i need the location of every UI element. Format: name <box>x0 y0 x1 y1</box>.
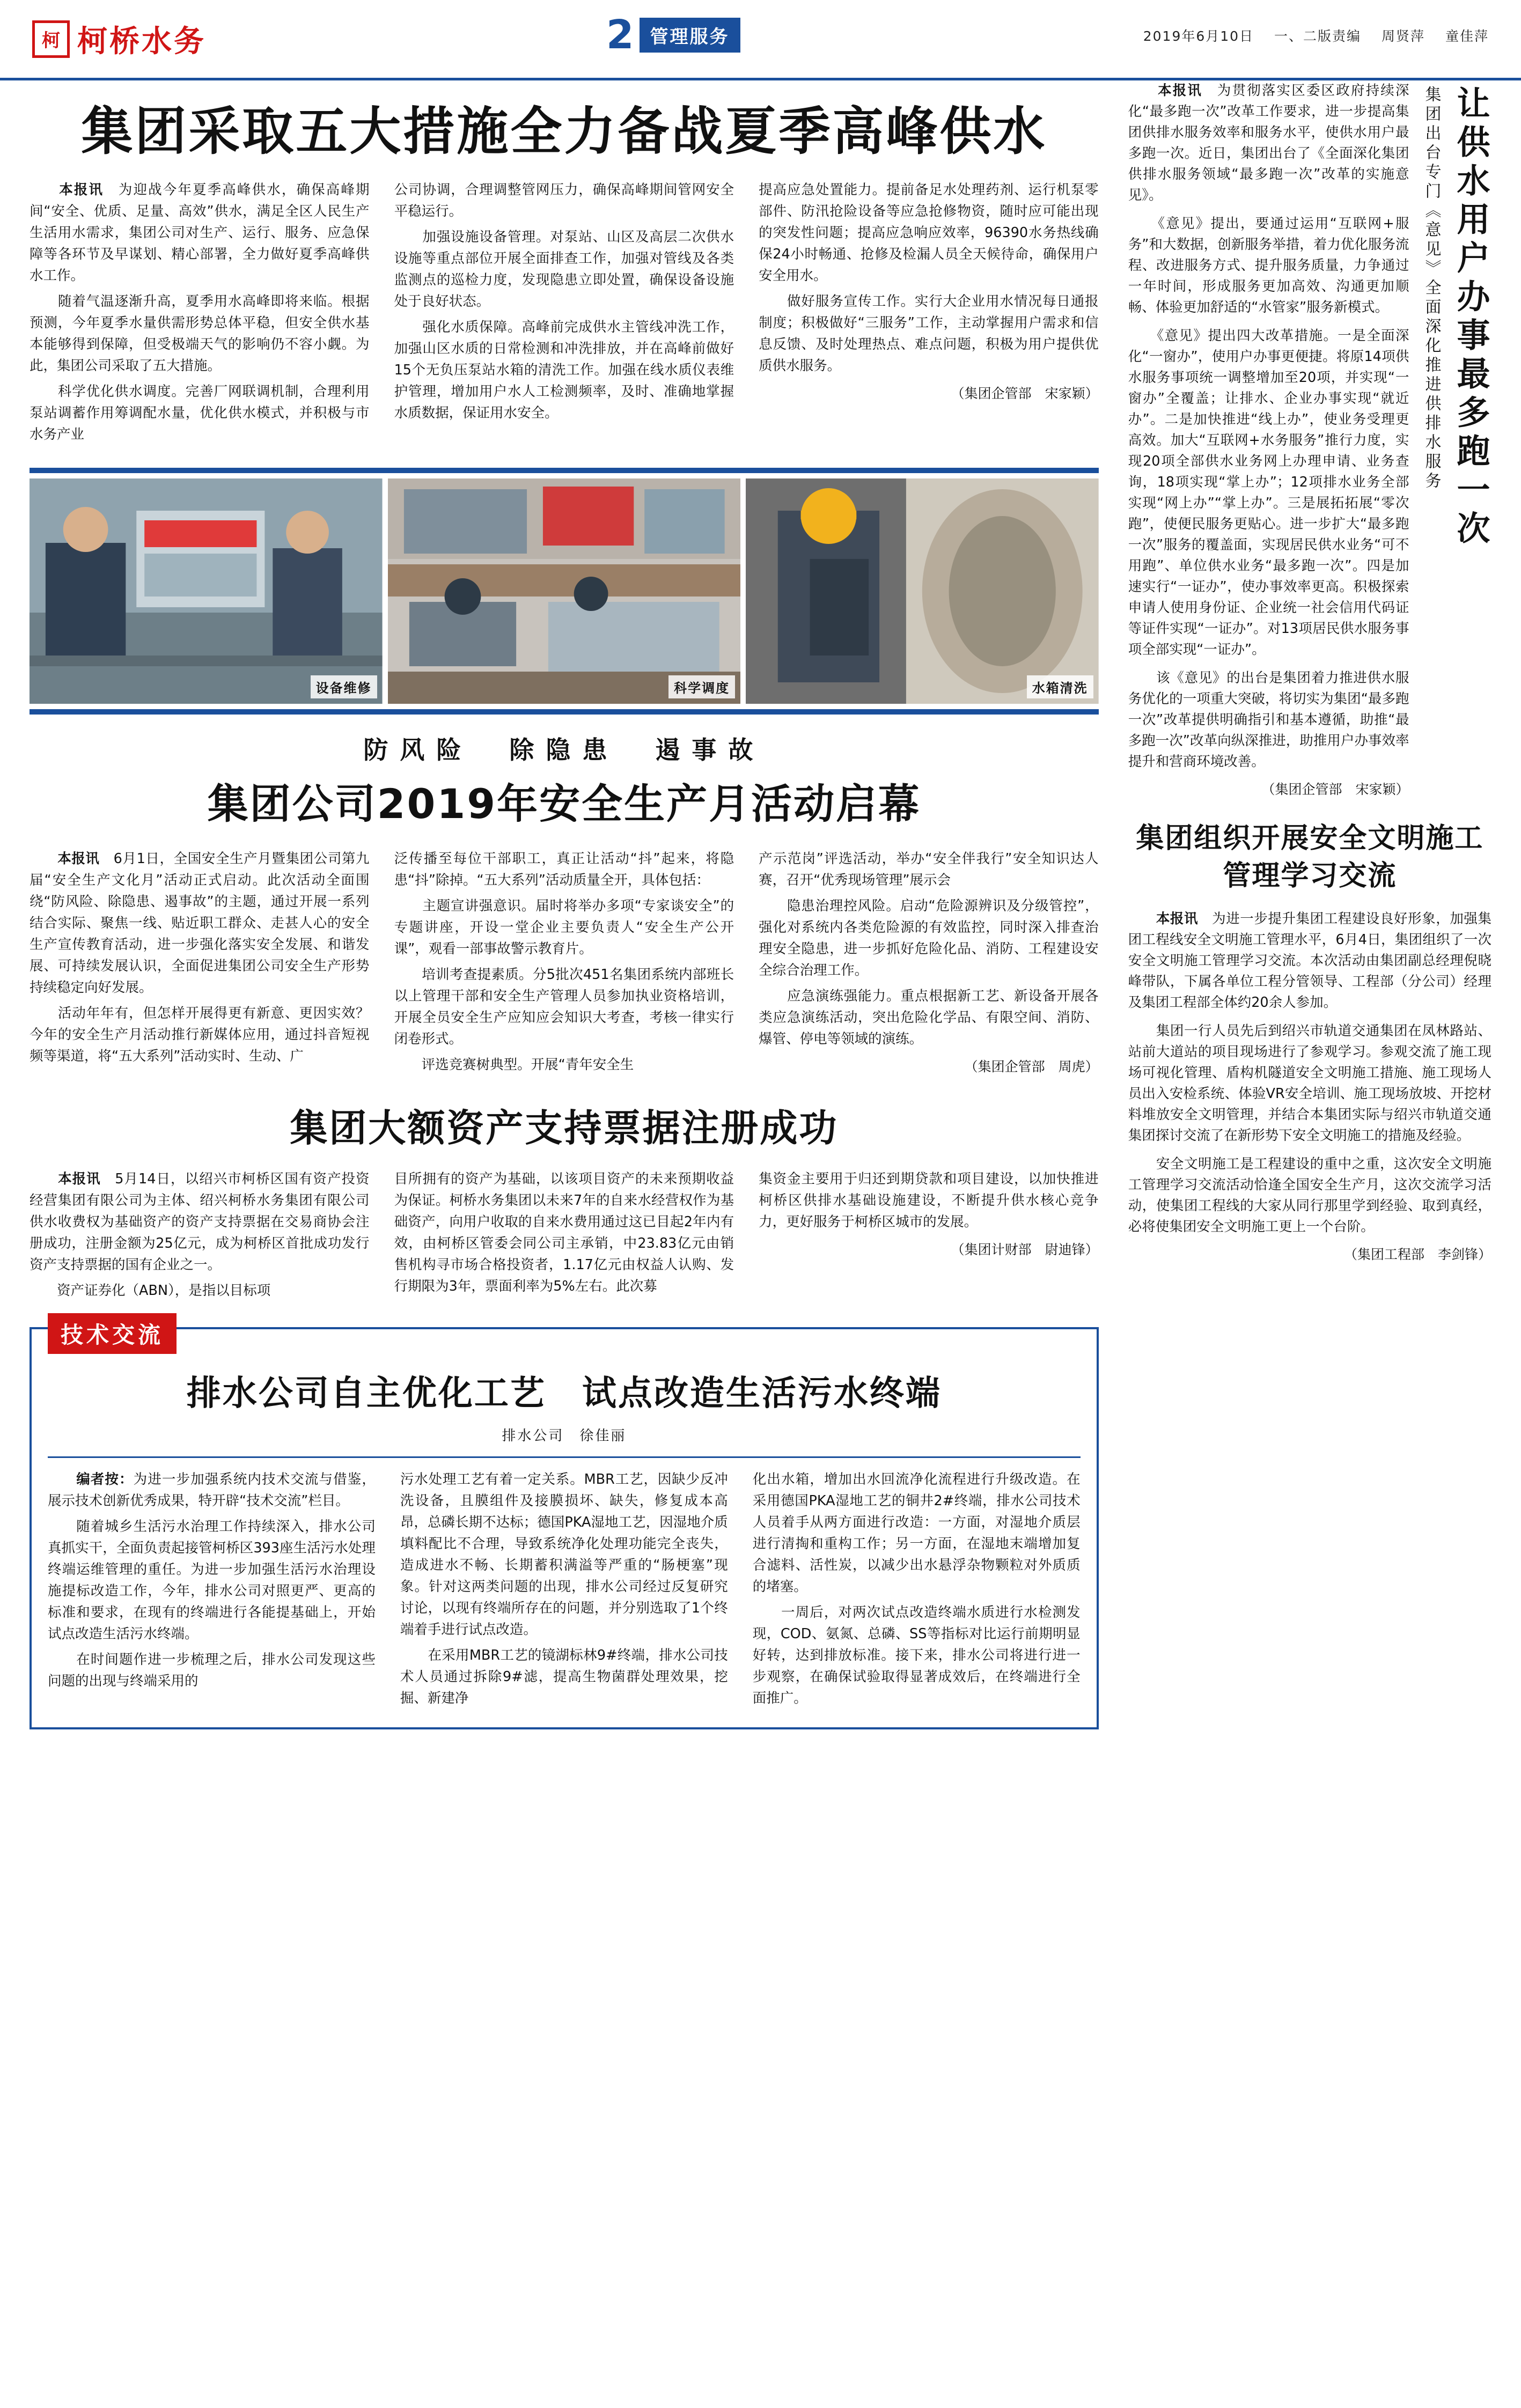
logo-seal-icon: 柯 <box>32 20 70 58</box>
right-column-zone <box>1128 80 1491 1729</box>
photo-strip <box>30 468 1099 715</box>
photo-caption-3: 水箱清洗 <box>1027 675 1093 698</box>
photo-tank-cleaning-image <box>746 478 1099 704</box>
photo-scheduling-image <box>388 478 741 704</box>
right-feature-byline: （集团企管部 宋家颖） <box>1261 782 1409 797</box>
photo-equipment-repair <box>30 478 383 704</box>
article1-col-3-text: 提高应急处置能力。提前备足水处理药剂、运行机泵零部件、防汛抢险设备等应急抢修物资，随时应可能出现的突发性问题；提高应急响应效率，96390水务热线确保24小时畅通、抢修及检漏人员全天候待命，确保用户安全用水。 做好服务宣传工作。实行大企业用水情况每日通报制度；积极做好“三服务”工作，主动掌握用户需求和信息反馈、及时处理热点、难点问题，积极为用户提供优质供水服务。 <box>759 182 1099 374</box>
photo-tank-cleaning <box>746 478 1099 704</box>
section-tag: 管理服务 <box>640 18 740 53</box>
editor-1: 周贤萍 <box>1382 28 1426 44</box>
right-feature-vertical-main: 让供水用户办事最多跑一次 <box>1451 86 1490 549</box>
article1-byline: （集团企管部 宋家颖） <box>951 386 1099 402</box>
page-body <box>0 80 1521 1729</box>
techbox-col-1: 编者按：为进一步加强系统内技术交流与借鉴，展示技术创新优秀成果，特开辟“技术交流”栏目。 随着城乡生活污水治理工作持续深入，排水公司真抓实干，全面负责起接管柯桥区393座生活污水处理终端运维管理的重任。为进一步加强生活污水治理设施提标改造工作，今年，排水公司对照更严、更高的标准和要求，在现有的终端进行各能提基础上，开始试点改造生活污水终端。 在时间题作进一步梳理之后，排水公司发现这些问题的出现与终端采用的 <box>48 1471 376 1690</box>
article2-byline: （集团企管部 周虎） <box>964 1059 1099 1075</box>
article1-col-1: 本报讯 为迎战今年夏季高峰供水，确保高峰期间“安全、优质、足量、高效”供水，满足全区人民生产生活用水需求，集团公司对生产、运行、服务、应急保障等各环节及早谋划、精心部署，全力做好夏季高峰供水工作。 随着气温逐渐升高，夏季用水高峰即将来临。根据预测，今年夏季水量供需形势总体平稳，但安全供水基本能够得到保障，但受极端天气的影响仍不容小觑。为此，集团公司采取了五大措施。 科学优化供水调度。完善厂网联调机制，合理利用泵站调蓄作用筹调配水量，优化供水模式，并积极与市水务产业 <box>30 182 370 443</box>
article2-headline: 集团公司2019年安全生产月活动启幕 <box>207 780 921 828</box>
article2-columns <box>30 848 1099 1080</box>
article-asset-notes <box>30 1098 1099 1306</box>
article3-col-2: 目所拥有的资产为基础，以该项目资产的未来预期收益为保证。柯桥水务集团以未来7年的自来水经营权作为基础资产，向用户收取的自来水费用通过这已目起2年内有效，由柯桥区管委会同公司主承销，中23.83亿元由销售机构寻市场合格投资者，1.17亿元由权益人认购、发行期限为3年，票面利率为5%左右。此次募 <box>394 1171 734 1295</box>
techbox-col-3: 化出水箱，增加出水回流净化流程进行升级改造。在采用德国PKA湿地工艺的铜井2#终端，排水公司技术人员着手从两方面进行改造：一方面，对湿地介质层进行清掏和重构工作；另一方面，在湿地末端增加复合滤料、活性炭，以减少出水悬浮杂物颗粒对外质质的堵塞。 一周后，对两次试点改造终端水质进行水检测发现，COD、氨氮、总磷、SS等指标对比运行前期明显好转，达到排放标准。接下来，排水公司将进行进一步观察，在确保试验取得显著成效后，在终端进行全面推广。 <box>752 1471 1081 1707</box>
right-feature-block <box>1128 80 1491 798</box>
right-article2-headline: 集团组织开展安全文明施工管理学习交流 <box>1136 822 1484 893</box>
article-safety-month <box>30 731 1099 1080</box>
photo-caption-1: 设备维修 <box>311 675 377 698</box>
article3-col-3-text: 集资金主要用于归还到期贷款和项目建设，以加快推进柯桥区供排水基础设施建设，不断提升供水核心竞争力，更好服务于柯桥区城市的发展。 <box>759 1171 1099 1231</box>
left-column-zone <box>30 80 1099 1729</box>
issue-info <box>1128 26 1489 45</box>
article3-col-3 <box>759 1168 1099 1306</box>
article2-col-3 <box>759 848 1099 1080</box>
techbox-divider <box>48 1456 1081 1458</box>
article2-kicker: 防风险 除隐患 遏事故 <box>363 735 765 765</box>
right-article2-p3: 安全文明施工是工程建设的重中之重，这次安全文明施工管理学习交流活动恰逢全国安全生产月，这次交流学习活动，使集团工程线的大家从同行那里学到经验、取到真经，必将使集团安全文明施工更上一个台阶。 <box>1128 1156 1491 1235</box>
article3-col-1: 本报讯 5月14日，以绍兴市柯桥区国有资产投资经营集团有限公司为主体、绍兴柯桥水务集团有限公司供水收费权为基础资产的资产支持票据在交易商协会注册成功，注册金额为25亿元，成为柯桥区首批成功发行资产支持票据的国有企业之一。 资产证券化（ABN），是指以目标项 <box>30 1171 370 1299</box>
article1-columns <box>30 179 1099 450</box>
article2-col-2: 泛传播至每位干部职工，真正让活动“抖”起来，将隐患“抖”除掉。“五大系列”活动质量全开，具体包括： 主题宣讲强意识。届时将举办多项“专家谈安全”的专题讲座，开设一堂企业主要负责人“安全生产公开课”，观看一部事故警示教育片。 培训考查提素质。分5批次451名集团系统内部班长以上管理干部和安全生产管理人员参加执业资格培训，开展全员安全生产应知应会知识大考查，考核一律实行闭卷形式。 评选竞赛树典型。开展“青年安全生 <box>394 851 734 1073</box>
photo-equipment-repair-image <box>30 478 383 704</box>
article2-col-3-text: 产示范岗”评选活动，举办“安全伴我行”安全知识达人赛，召开“优秀现场管理”展示会 隐患治理控风险。启动“危险源辨识及分级管控”，强化对系统内各类危险源的有效监控，同时深入排查治理安全隐患，进一步抓好危险化品、消防、工程建设安全综合治理工作。 应急演练强能力。重点根据新工艺、新设备开展各类应急演练活动，突出危险化学品、有限空间、消防、爆管、停电等领域的演练。 <box>759 851 1099 1048</box>
masthead <box>0 0 1521 80</box>
article1-col-2: 公司协调，合理调整管网压力，确保高峰期间管网安全平稳运行。 加强设施设备管理。对泵站、山区及高层二次供水设施等重点部位开展全面排查工作，加强对管线及各类监测点的巡检力度，发现隐患立即处置，确保设备设施处于良好状态。 强化水质保障。高峰前完成供水主管线冲洗工作，加强山区水质的日常检测和冲洗排放，并在高峰前做好15个无负压泵站水箱的清洗工作。加强在线水质仪表维护管理，增加用户水人工检测频率，及时、准确地掌握水质数据，保证用水安全。 <box>394 182 734 422</box>
tech-exchange-tag: 技术交流 <box>48 1313 177 1354</box>
article3-byline: （集团计财部 尉迪锋） <box>951 1242 1099 1258</box>
right-article2-byline: （集团工程部 李剑锋） <box>1343 1247 1491 1263</box>
publication-title: 柯桥水务 <box>77 24 206 59</box>
editor-2: 童佳萍 <box>1445 28 1489 44</box>
article-peak-water-supply <box>30 102 1099 450</box>
article2-col-1: 本报讯 6月1日，全国安全生产月暨集团公司第九届“安全生产文化月”活动正式启动。此次活动全面围绕“防风险、除隐患、遏事故”的主题，通过开展一系列结合实际、聚焦一线、贴近职工群众、走甚人心的安全生产宣传教育活动，进一步强化落实安全发展、和谐发展、可持续发展认识，全面促进集团公司安全生产形势持续稳定向好发展。 活动年年有，但怎样开展得更有新意、更因实效？今年的安全生产月活动推行新媒体应用，通过抖音短视频等渠道，将“五大系列”活动实时、生动、广 <box>30 851 370 1065</box>
photo-caption-2: 科学调度 <box>668 675 735 698</box>
techbox-col-2: 污水处理工艺有着一定关系。MBR工艺，因缺少反冲洗设备，且膜组件及接膜损坏、缺失，修复成本高昂，总磷长期不达标；德国PKA湿地工艺，因湿地介质填料配比不合理，导致系统净化处理功能完全丧失，造成进水不畅、长期蓄积满溢等严重的“肠梗塞”现象。针对这两类问题的出现，排水公司经过反复研究讨论，以现有终端所存在的问题，并分别选取了1个终端着手进行试点改造。 在采用MBR工艺的镜湖标林9#终端，排水公司技术人员通过拆除9#滤，提高生物菌群处理效果，挖掘、新建净 <box>400 1471 728 1707</box>
techbox-columns <box>48 1469 1081 1713</box>
right-article2-p2: 集团一行人员先后到绍兴市轨道交通集团在凤林路站、站前大道站的项目现场进行了参观学习。参观交流了施工现场可视化管理、盾构机隧道安全文明施工措施、施工现场人员出入安检系统、体验VR安全培训、施工现场放坡、开挖材料堆放安全文明管理，并结合本集团实际与绍兴市轨道交通集团探讨交流了在新形势下安全文明施工的措施及经验。 <box>1128 1023 1491 1144</box>
right-feature-p3: 《意见》提出四大改革措施。一是全面深化“一窗办”，使用户办事更便捷。将原14项供水服务事项统一调整增加至20项，并实现“一窗办”全覆盖；让排水、企业办事实现“就近办”。二是加快推进“线上办”，使业务受理更高效。加大“互联网+水务服务”推行力度，实现20项全部供水业务网上办理申请、业务查询，18项实现“掌上办”；12项排水业务全部实现“网上办”“掌上办”。三是展拓拓展“零次跑”，使便民服务更贴心。进一步扩大“最多跑一次”服务的覆盖面，实现居民供水业务“可不用跑”、单位供水业务“最多跑一次”。四是加速实行“一证办”，使办事效率更高。积极探索申请人使用身份证、企业统一社会信用代码证等证件实现“一证办”。对13项居民供水服务事项全部实现“一证办”。 <box>1128 328 1409 658</box>
right-feature-vertical-headline <box>1420 86 1492 784</box>
issue-date: 2019年6月10日 <box>1143 28 1254 44</box>
techbox-headline: 排水公司自主优化工艺 试点改造生活污水终端 <box>186 1374 942 1414</box>
page-indicator <box>606 12 740 58</box>
techbox-byline: 排水公司 徐佳丽 <box>502 1428 627 1445</box>
page-number: 2 <box>606 12 634 58</box>
right-feature-p2: 《意见》提出，要通过运用“互联网+服务”和大数据，创新服务举措，着力优化服务流程、改进服务方式、提升服务质量，力争通过一年时间，形成服务更加高效、沟通更加顺畅、体验更加舒适的“水管家”服务新模式。 <box>1128 216 1409 315</box>
pages-label: 一、二版责编 <box>1274 28 1362 44</box>
article3-headline: 集团大额资产支持票据注册成功 <box>290 1106 839 1151</box>
article3-columns <box>30 1168 1099 1306</box>
tech-exchange-box <box>30 1322 1099 1729</box>
photo-scheduling <box>388 478 741 704</box>
publication-logo <box>32 18 206 61</box>
article1-col-3 <box>759 179 1099 450</box>
right-article2-p1: 本报讯 为进一步提升集团工程建设良好形象，加强集团工程线安全文明施工管理水平，6月4日，集团组织了一次安全文明施工管理学习交流。本次活动由集团副总经理倪晓峰带队，下属各单位工程分管领导、工程部（分公司）经理及集团工程部全体约20余人参加。 <box>1128 911 1491 1011</box>
right-feature-vertical-sub: 集团出台专门《意见》全面深化推进供排水服务 <box>1422 86 1441 491</box>
right-feature-p4: 该《意见》的出台是集团着力推进供水服务优化的一项重大突破，将切实为集团“最多跑一次”改革提供明确指引和基本遵循，助推“最多跑一次”改革向纵深推进，助推用户办事效率提升和营商环境改善。 <box>1128 670 1409 770</box>
right-feature-p1: 本报讯 为贯彻落实区委区政府持续深化“最多跑一次”改革工作要求，进一步提高集团供排水服务效率和服务水平，使供水用户最多跑一次。近日，集团出台了《全面深化集团供排水服务领域“最多跑一次”改革的实施意见》。 <box>1128 83 1409 203</box>
article1-headline: 集团采取五大措施全力备战夏季高峰供水 <box>81 101 1047 161</box>
